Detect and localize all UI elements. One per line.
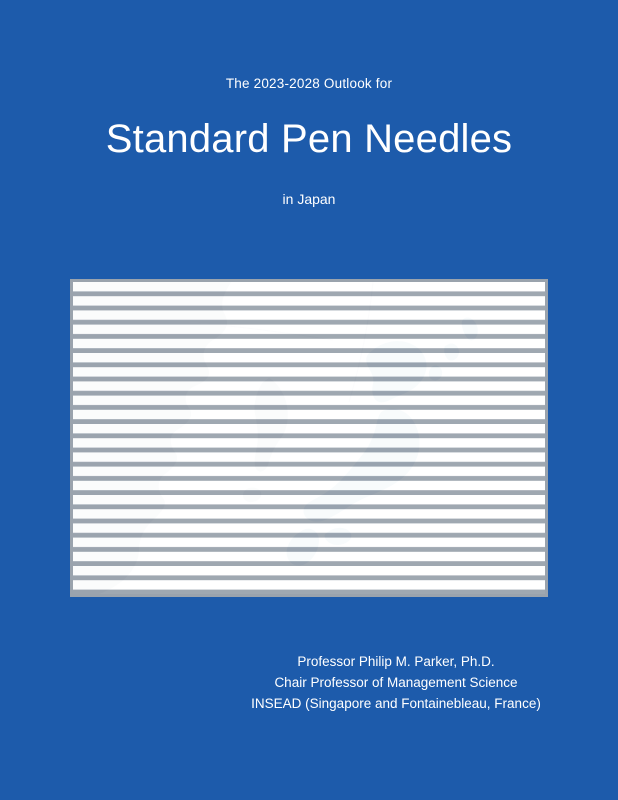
region-subtitle: in Japan — [282, 191, 336, 207]
map-of-japan-and-east-asia-icon — [73, 282, 545, 594]
page-title: Standard Pen Needles — [105, 117, 513, 161]
author-block — [246, 652, 546, 715]
author-name: Professor Philip M. Parker, Ph.D. — [297, 654, 495, 669]
series-subtitle: The 2023-2028 Outlook for — [225, 76, 393, 91]
map-stripe-overlay — [73, 282, 545, 594]
author-affiliation: INSEAD (Singapore and Fontainebleau, France) — [251, 695, 541, 711]
cover-map-frame — [70, 279, 548, 597]
author-role: Chair Professor of Management Science — [274, 674, 518, 690]
